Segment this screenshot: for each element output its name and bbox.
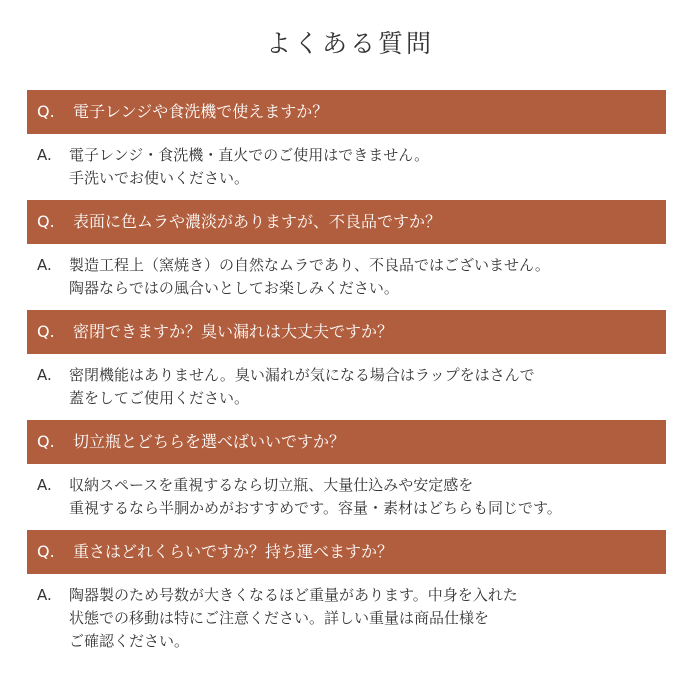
- answer-prefix: A.: [37, 256, 52, 274]
- answer-line: 電子レンジ・食洗機・直火でのご使用はできません。: [69, 146, 430, 164]
- answer-line: 密閉機能はありません。臭い漏れが気になる場合はラップをはさんで: [69, 366, 535, 384]
- answer-prefix: A.: [37, 586, 52, 604]
- answer-prefix: A.: [37, 146, 52, 164]
- answer-line: 蓋をしてご使用ください。: [69, 389, 250, 407]
- question-text: 電子レンジや食洗機で使えますか？: [73, 102, 329, 121]
- question-bar: [27, 200, 666, 244]
- answer-prefix: A.: [37, 366, 52, 384]
- answer-prefix: A.: [37, 476, 52, 494]
- answer: [37, 254, 666, 300]
- question-prefix: Q.: [37, 102, 55, 121]
- question-text: 重さはどれくらいですか？持ち運べますか？: [73, 542, 394, 561]
- question-prefix: Q.: [37, 542, 55, 561]
- faq-item: [27, 420, 666, 530]
- answer: [37, 364, 666, 410]
- question-bar: [27, 90, 666, 134]
- question-prefix: Q.: [37, 212, 55, 231]
- question-prefix: Q.: [37, 432, 55, 451]
- question-text: 表面に色ムラや濃淡がありますが、不良品ですか？: [73, 212, 442, 231]
- faq-item: [27, 530, 666, 650]
- question-bar: [27, 310, 666, 354]
- answer: [37, 584, 666, 653]
- page-title: よくある質問: [265, 29, 434, 58]
- question-bar: [27, 420, 666, 464]
- answer: [37, 144, 666, 190]
- answer-line: 手洗いでお使いください。: [69, 169, 250, 187]
- question-text: 密閉できますか？臭い漏れは大丈夫ですか？: [73, 322, 394, 341]
- answer: [37, 474, 666, 520]
- question-prefix: Q.: [37, 322, 55, 341]
- question-bar: [27, 530, 666, 574]
- answer-line: 陶器製のため号数が大きくなるほど重量があります。中身を入れた: [69, 586, 518, 604]
- answer-line: 重視するなら半胴かめがおすすめです。容量・素材はどちらも同じです。: [69, 499, 562, 517]
- faq-item: [27, 310, 666, 420]
- answer-line: ご確認ください。: [69, 632, 190, 650]
- answer-line: 収納スペースを重視するなら切立瓶、大量仕込みや安定感を: [69, 476, 474, 494]
- faq-list: [27, 90, 666, 650]
- question-text: 切立瓶とどちらを選べばいいですか？: [73, 432, 346, 451]
- faq-item: [27, 90, 666, 200]
- answer-line: 陶器ならではの風合いとしてお楽しみください。: [69, 279, 399, 297]
- answer-line: 状態での移動は特にご注意ください。詳しい重量は商品仕様を: [69, 609, 490, 627]
- answer-line: 製造工程上（窯焼き）の自然なムラであり、不良品ではございません。: [69, 256, 550, 274]
- faq-item: [27, 200, 666, 310]
